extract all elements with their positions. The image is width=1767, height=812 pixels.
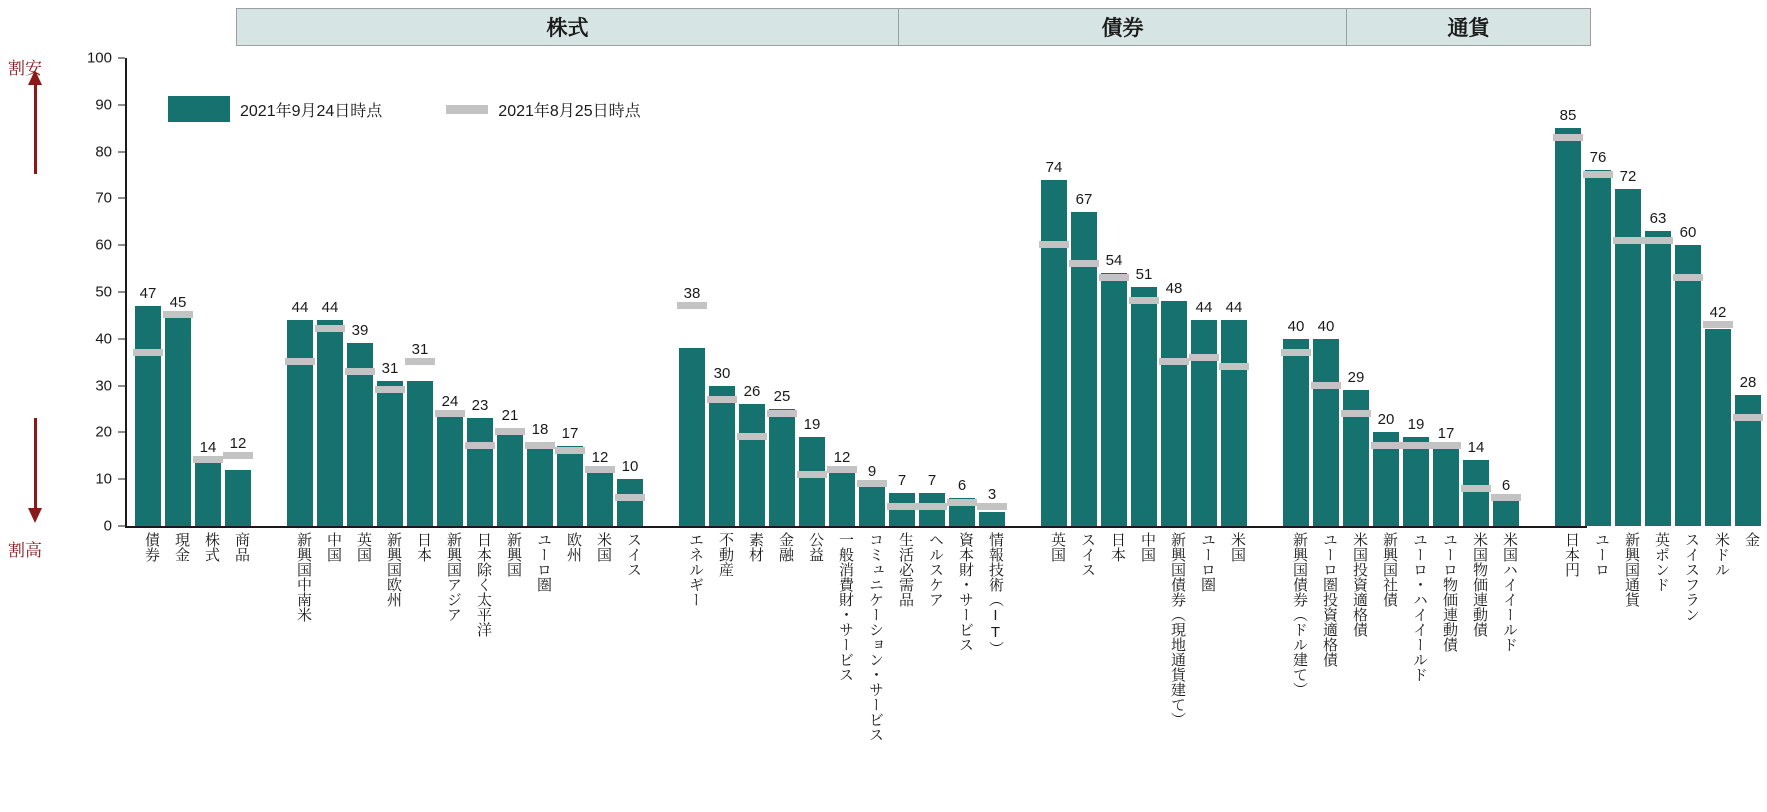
bar-value-label: 67 bbox=[1075, 191, 1093, 209]
previous-value-marker bbox=[1613, 237, 1643, 244]
bar-value-label: 12 bbox=[833, 448, 851, 466]
bar-group bbox=[1313, 58, 1339, 526]
category-label: 金融 bbox=[777, 532, 794, 562]
bar-current bbox=[317, 320, 343, 526]
arrow-down-line bbox=[34, 418, 37, 508]
previous-value-marker bbox=[1703, 321, 1733, 328]
legend-label-previous: 2021年8月25日時点 bbox=[498, 102, 641, 120]
bar-value-label: 7 bbox=[897, 472, 907, 490]
y-tick-mark bbox=[118, 338, 125, 339]
category-label: 不動産 bbox=[717, 532, 734, 577]
category-label: 資本財・サービス bbox=[957, 532, 974, 652]
bar-current bbox=[437, 414, 463, 526]
previous-value-marker bbox=[405, 358, 435, 365]
previous-value-marker bbox=[1159, 358, 1189, 365]
category-label: 中国 bbox=[325, 532, 342, 562]
previous-value-marker bbox=[163, 311, 193, 318]
bar-group bbox=[287, 58, 313, 526]
bar-group bbox=[709, 58, 735, 526]
bar-value-label: 44 bbox=[1195, 299, 1213, 317]
category-label: ユーロ物価連動債 bbox=[1441, 532, 1458, 652]
category-label: スイス bbox=[1079, 532, 1096, 577]
y-tick-mark bbox=[118, 245, 125, 246]
bar-value-label: 19 bbox=[803, 416, 821, 434]
bar-current bbox=[135, 306, 161, 526]
y-tick-mark bbox=[118, 385, 125, 386]
previous-value-marker bbox=[1039, 241, 1069, 248]
bar-group bbox=[1373, 58, 1399, 526]
y-tick-mark bbox=[118, 479, 125, 480]
bar-current bbox=[1131, 287, 1157, 526]
bar-current bbox=[979, 512, 1005, 526]
y-tick-label: 100 bbox=[86, 49, 112, 67]
bar-group bbox=[347, 58, 373, 526]
y-tick-label: 50 bbox=[95, 283, 112, 301]
bar-value-label: 30 bbox=[713, 364, 731, 382]
bar-group bbox=[1221, 58, 1247, 526]
category-label: スイスフラン bbox=[1683, 532, 1700, 622]
category-label: 米国ハイイールド bbox=[1501, 532, 1518, 652]
bar-group bbox=[1645, 58, 1671, 526]
y-tick-mark bbox=[118, 526, 125, 527]
bar-group bbox=[317, 58, 343, 526]
bar-current bbox=[195, 460, 221, 526]
previous-value-marker bbox=[1733, 414, 1763, 421]
bar-group bbox=[859, 58, 885, 526]
bar-current bbox=[407, 381, 433, 526]
bar-value-label: 21 bbox=[501, 406, 519, 424]
legend-label-current: 2021年9月24日時点 bbox=[240, 102, 383, 120]
category-label: 米ドル bbox=[1713, 532, 1730, 577]
y-tick-label: 80 bbox=[95, 143, 112, 161]
bar-current bbox=[739, 404, 765, 526]
bar-current bbox=[1041, 180, 1067, 526]
category-label: 一般消費財・サービス bbox=[837, 532, 854, 682]
previous-value-marker bbox=[1281, 349, 1311, 356]
y-tick-label: 20 bbox=[95, 423, 112, 441]
bar-group bbox=[1433, 58, 1459, 526]
category-label: 日本円 bbox=[1563, 532, 1580, 577]
bar-current bbox=[829, 470, 855, 526]
bar-group bbox=[1705, 58, 1731, 526]
bar-value-label: 44 bbox=[321, 299, 339, 317]
category-label: 新興国債券（ドル建て） bbox=[1291, 532, 1308, 697]
category-label: 日本 bbox=[415, 532, 432, 562]
bar-value-label: 76 bbox=[1589, 149, 1607, 167]
category-label: 素材 bbox=[747, 532, 764, 562]
bar-value-label: 60 bbox=[1679, 224, 1697, 242]
bar-group bbox=[1101, 58, 1127, 526]
previous-value-marker bbox=[797, 471, 827, 478]
bar-group bbox=[1283, 58, 1309, 526]
bar-current bbox=[1675, 245, 1701, 526]
bar-group bbox=[1585, 58, 1611, 526]
bar-group bbox=[1735, 58, 1761, 526]
bar-current bbox=[527, 442, 553, 526]
previous-value-marker bbox=[223, 452, 253, 459]
y-tick-mark bbox=[118, 432, 125, 433]
bar-value-label: 45 bbox=[169, 294, 187, 312]
bar-value-label: 44 bbox=[291, 299, 309, 317]
category-label: 新興国通貨 bbox=[1623, 532, 1640, 607]
y-tick-label: 90 bbox=[95, 96, 112, 114]
bar-group bbox=[1555, 58, 1581, 526]
bar-current bbox=[1585, 170, 1611, 526]
bar-current bbox=[1191, 320, 1217, 526]
bar-group bbox=[497, 58, 523, 526]
section-header-currency: 通貨 bbox=[1346, 8, 1591, 46]
bar-group bbox=[1071, 58, 1097, 526]
bar-group bbox=[437, 58, 463, 526]
bar-current bbox=[1555, 128, 1581, 526]
bar-current bbox=[497, 428, 523, 526]
bar-group bbox=[165, 58, 191, 526]
category-label: ユーロ圏投資適格債 bbox=[1321, 532, 1338, 667]
category-label: 日本 bbox=[1109, 532, 1126, 562]
previous-value-marker bbox=[977, 503, 1007, 510]
bar-value-label: 23 bbox=[471, 397, 489, 415]
previous-value-marker bbox=[615, 494, 645, 501]
previous-value-marker bbox=[285, 358, 315, 365]
category-label: ユーロ bbox=[1593, 532, 1610, 577]
bar-current bbox=[1313, 339, 1339, 526]
bar-group bbox=[1493, 58, 1519, 526]
bar-value-label: 6 bbox=[957, 476, 967, 494]
category-label: スイス bbox=[625, 532, 642, 577]
category-label: 金 bbox=[1743, 532, 1760, 547]
y-tick-label: 0 bbox=[103, 517, 112, 535]
bar-group bbox=[1615, 58, 1641, 526]
category-label: 生活必需品 bbox=[897, 532, 914, 607]
bar-current bbox=[165, 315, 191, 526]
category-labels-container bbox=[127, 532, 1760, 812]
bar-value-label: 63 bbox=[1649, 210, 1667, 228]
y-tick-label: 30 bbox=[95, 377, 112, 395]
bar-current bbox=[287, 320, 313, 526]
category-label: 英ポンド bbox=[1653, 532, 1670, 592]
bar-current bbox=[617, 479, 643, 526]
bar-group bbox=[799, 58, 825, 526]
category-label: 英国 bbox=[1049, 532, 1066, 562]
previous-value-marker bbox=[1189, 354, 1219, 361]
category-label: ユーロ圏 bbox=[1199, 532, 1216, 592]
previous-value-marker bbox=[1491, 494, 1521, 501]
bar-current bbox=[587, 470, 613, 526]
bar-value-label: 14 bbox=[1467, 439, 1485, 457]
bar-value-label: 29 bbox=[1347, 369, 1365, 387]
bar-current bbox=[1433, 446, 1459, 526]
previous-value-marker bbox=[887, 503, 917, 510]
bar-current bbox=[225, 470, 251, 526]
bar-value-label: 85 bbox=[1559, 107, 1577, 125]
bar-current bbox=[709, 386, 735, 526]
category-label: コミュニケーション・サービス bbox=[867, 532, 884, 742]
bar-value-label: 39 bbox=[351, 322, 369, 340]
bar-current bbox=[679, 348, 705, 526]
category-label: 欧州 bbox=[565, 532, 582, 562]
bar-group bbox=[1675, 58, 1701, 526]
category-label: 新興国欧州 bbox=[385, 532, 402, 607]
bar-group bbox=[1343, 58, 1369, 526]
bar-group bbox=[467, 58, 493, 526]
category-label: 中国 bbox=[1139, 532, 1156, 562]
y-tick-mark bbox=[118, 292, 125, 293]
bar-current bbox=[1101, 273, 1127, 526]
previous-value-marker bbox=[677, 302, 707, 309]
category-label: 米国 bbox=[1229, 532, 1246, 562]
previous-value-marker bbox=[1673, 274, 1703, 281]
section-header-band bbox=[236, 8, 1592, 46]
section-header-bond: 債券 bbox=[898, 8, 1347, 46]
bar-current bbox=[1283, 339, 1309, 526]
category-label: 新興国 bbox=[505, 532, 522, 577]
bar-group bbox=[949, 58, 975, 526]
previous-value-marker bbox=[737, 433, 767, 440]
y-tick-label: 10 bbox=[95, 470, 112, 488]
previous-value-marker bbox=[465, 442, 495, 449]
bar-group bbox=[407, 58, 433, 526]
bar-group bbox=[889, 58, 915, 526]
arrow-up-head bbox=[28, 70, 42, 85]
bar-group bbox=[135, 58, 161, 526]
bar-group bbox=[225, 58, 251, 526]
category-label: 米国物価連動債 bbox=[1471, 532, 1488, 637]
previous-value-marker bbox=[1371, 442, 1401, 449]
bar-current bbox=[1705, 329, 1731, 526]
bar-group bbox=[1463, 58, 1489, 526]
bar-group bbox=[1041, 58, 1067, 526]
previous-value-marker bbox=[375, 386, 405, 393]
bar-group bbox=[829, 58, 855, 526]
bar-group bbox=[195, 58, 221, 526]
bar-value-label: 51 bbox=[1135, 266, 1153, 284]
category-label: ユーロ・ハイイールド bbox=[1411, 532, 1428, 682]
category-label: 公益 bbox=[807, 532, 824, 562]
category-label: エネルギー bbox=[687, 532, 704, 607]
bar-value-label: 31 bbox=[411, 341, 429, 359]
y-tick-label: 60 bbox=[95, 236, 112, 254]
bar-current bbox=[799, 437, 825, 526]
y-tick-label: 70 bbox=[95, 189, 112, 207]
category-label: 現金 bbox=[173, 532, 190, 562]
bar-group bbox=[1191, 58, 1217, 526]
bar-group bbox=[617, 58, 643, 526]
bar-group bbox=[1403, 58, 1429, 526]
bar-value-label: 3 bbox=[987, 486, 997, 504]
bar-value-label: 54 bbox=[1105, 252, 1123, 270]
chart-plot-area bbox=[0, 49, 1760, 742]
previous-value-marker bbox=[1219, 363, 1249, 370]
bar-group bbox=[979, 58, 1005, 526]
category-label: 債券 bbox=[143, 532, 160, 562]
bar-group bbox=[527, 58, 553, 526]
bar-value-label: 40 bbox=[1317, 317, 1335, 335]
category-label: 日本除く太平洋 bbox=[475, 532, 492, 637]
bar-value-label: 10 bbox=[621, 458, 639, 476]
section-header-equity: 株式 bbox=[236, 8, 899, 46]
category-label: 英国 bbox=[355, 532, 372, 562]
y-tick-mark bbox=[118, 198, 125, 199]
category-label: 商品 bbox=[233, 532, 250, 562]
rich-axis-label: 割高 bbox=[8, 541, 42, 560]
bar-value-label: 12 bbox=[229, 434, 247, 452]
bar-group bbox=[557, 58, 583, 526]
bar-value-label: 17 bbox=[1437, 425, 1455, 443]
category-label: 米国投資適格債 bbox=[1351, 532, 1368, 637]
category-label: 情報技術（IT） bbox=[987, 532, 1004, 656]
bar-current bbox=[769, 409, 795, 526]
bar-value-label: 6 bbox=[1501, 476, 1511, 494]
y-tick-label: 40 bbox=[95, 330, 112, 348]
bar-value-label: 7 bbox=[927, 472, 937, 490]
bar-value-label: 72 bbox=[1619, 168, 1637, 186]
previous-value-marker bbox=[1129, 297, 1159, 304]
bar-value-label: 12 bbox=[591, 448, 609, 466]
bar-current bbox=[1493, 498, 1519, 526]
bar-group bbox=[587, 58, 613, 526]
bar-value-label: 40 bbox=[1287, 317, 1305, 335]
arrow-up-line bbox=[34, 84, 37, 174]
bar-value-label: 48 bbox=[1165, 280, 1183, 298]
arrow-down-head bbox=[28, 508, 42, 523]
y-tick-mark bbox=[118, 151, 125, 152]
bar-value-label: 17 bbox=[561, 425, 579, 443]
bar-value-label: 31 bbox=[381, 359, 399, 377]
bar-group bbox=[769, 58, 795, 526]
bar-value-label: 19 bbox=[1407, 416, 1425, 434]
category-label: ユーロ圏 bbox=[535, 532, 552, 592]
bar-group bbox=[1131, 58, 1157, 526]
previous-value-marker bbox=[133, 349, 163, 356]
previous-value-marker bbox=[525, 442, 555, 449]
bar-current bbox=[1645, 231, 1671, 526]
bar-value-label: 38 bbox=[683, 285, 701, 303]
y-axis-ticks bbox=[72, 49, 118, 535]
previous-value-marker bbox=[917, 503, 947, 510]
bar-group bbox=[1161, 58, 1187, 526]
bar-value-label: 74 bbox=[1045, 158, 1063, 176]
bar-value-label: 24 bbox=[441, 392, 459, 410]
previous-value-marker bbox=[193, 456, 223, 463]
bar-value-label: 9 bbox=[867, 462, 877, 480]
y-tick-mark bbox=[118, 58, 125, 59]
bar-series-container bbox=[127, 58, 1757, 528]
bar-group bbox=[377, 58, 403, 526]
bar-value-label: 26 bbox=[743, 383, 761, 401]
bar-current bbox=[859, 484, 885, 526]
category-label: 米国 bbox=[595, 532, 612, 562]
bar-value-label: 44 bbox=[1225, 299, 1243, 317]
cheap-axis-label: 割安 bbox=[8, 59, 42, 78]
bar-value-label: 47 bbox=[139, 285, 157, 303]
previous-value-marker bbox=[1401, 442, 1431, 449]
previous-value-marker bbox=[1553, 134, 1583, 141]
bar-current bbox=[1463, 460, 1489, 526]
bar-value-label: 20 bbox=[1377, 411, 1395, 429]
y-tick-mark bbox=[118, 104, 125, 105]
category-label: 新興国アジア bbox=[445, 532, 462, 622]
category-label: 新興国社債 bbox=[1381, 532, 1398, 607]
category-label: ヘルスケア bbox=[927, 532, 944, 607]
bar-current bbox=[1403, 437, 1429, 526]
bar-current bbox=[557, 446, 583, 526]
bar-group bbox=[679, 58, 705, 526]
category-label: 新興国債券（現地通貨建て） bbox=[1169, 532, 1186, 727]
bar-current bbox=[1161, 301, 1187, 526]
bar-current bbox=[377, 381, 403, 526]
bar-value-label: 18 bbox=[531, 420, 549, 438]
bar-value-label: 42 bbox=[1709, 303, 1727, 321]
bar-value-label: 14 bbox=[199, 439, 217, 457]
bar-value-label: 28 bbox=[1739, 373, 1757, 391]
bar-current bbox=[467, 418, 493, 526]
bar-value-label: 25 bbox=[773, 388, 791, 405]
bar-current bbox=[1221, 320, 1247, 526]
category-label: 株式 bbox=[203, 532, 220, 562]
bar-group bbox=[919, 58, 945, 526]
category-label: 新興国中南米 bbox=[295, 532, 312, 622]
bar-group bbox=[739, 58, 765, 526]
